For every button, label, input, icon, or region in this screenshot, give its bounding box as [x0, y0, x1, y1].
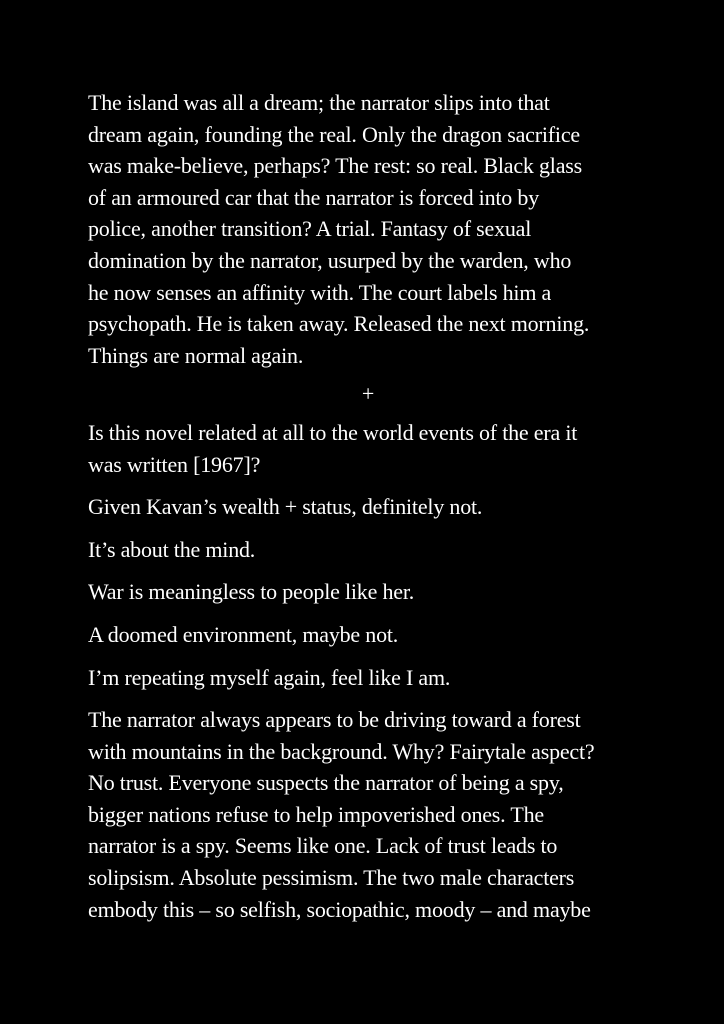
text-line: was written [1967]? — [88, 451, 261, 477]
paragraph-kavan-wealth: Given Kavan’s wealth + status, definitely not. — [88, 494, 483, 520]
text-line: The narrator always appears to be driving toward a forest — [88, 707, 581, 733]
text-line: domination by the narrator, usurped by the warden, who — [88, 247, 572, 273]
paragraph-repeating-myself: I’m repeating myself again, feel like I am. — [88, 664, 451, 690]
text-line: Things are normal again. — [88, 342, 304, 368]
text-line: The island was all a dream; the narrator slips into that — [88, 90, 550, 115]
text-line: police, another transition? A trial. Fantasy of sexual — [88, 216, 532, 242]
paragraph-about-mind: It’s about the mind. — [88, 536, 256, 562]
text-line: solipsism. Absolute pessimism. The two male characters — [88, 865, 575, 891]
paragraph-doomed-environment: A doomed environment, maybe not. — [88, 621, 399, 647]
text-line: bigger nations refuse to help impoverished ones. The — [88, 801, 544, 827]
text-line: he now senses an affinity with. The court labels him a — [88, 279, 552, 305]
text-line: psychopath. He is taken away. Released the next morning. — [88, 311, 590, 337]
text-line: Is this novel related at all to the world events of the era it — [88, 419, 578, 445]
text-line: embody this – so selfish, sociopathic, moody – and maybe — [88, 896, 591, 922]
document-page — [88, 87, 648, 925]
text-line: narrator is a spy. Seems like one. Lack of trust leads to — [88, 833, 558, 859]
paragraph-war-meaningless: War is meaningless to people like her. — [88, 579, 415, 605]
paragraph-island-dream — [88, 87, 648, 371]
text-line: of an armoured car that the narrator is forced into by — [88, 184, 540, 210]
text-line: with mountains in the background. Why? Fairytale aspect? — [88, 738, 595, 764]
paragraph-world-events-question — [88, 417, 648, 480]
text-line: dream again, founding the real. Only the dragon sacrifice — [88, 121, 580, 147]
text-line: No trust. Everyone suspects the narrator of being a spy, — [88, 770, 564, 796]
text-line: was make-believe, perhaps? The rest: so real. Black glass — [88, 153, 583, 179]
paragraph-narrator-forest — [88, 704, 648, 925]
section-separator: + — [361, 381, 375, 407]
